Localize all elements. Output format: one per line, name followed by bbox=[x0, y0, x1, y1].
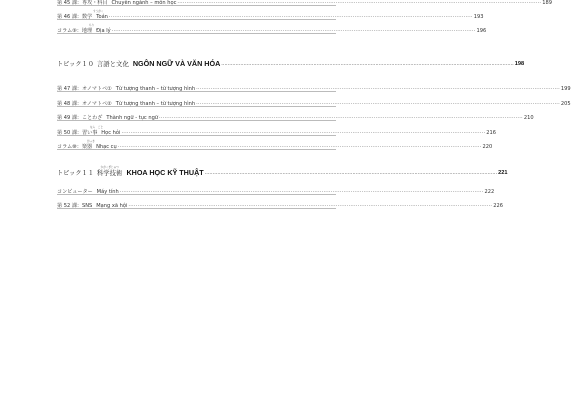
lesson-label bbox=[57, 24, 95, 34]
lesson-title: Toán bbox=[96, 14, 108, 20]
topic-label: トピック１０ bbox=[57, 61, 94, 68]
label-with-ruby: 第 46 課：数学 すうがく bbox=[57, 10, 104, 20]
dot-leader: ........................................................................................................................................................................................................ bbox=[177, 0, 542, 5]
topic-page-number: 198 bbox=[514, 61, 525, 67]
topic-heading[interactable] bbox=[57, 56, 525, 68]
dot-leader: ........................................................................................................................................................................................................ bbox=[111, 27, 476, 33]
lesson-title: Từ tượng thanh – từ tượng hình bbox=[115, 86, 196, 92]
label-with-ruby: 第 50 課：習い事 なら ごと bbox=[57, 126, 103, 136]
toc-entry[interactable] bbox=[57, 124, 497, 136]
page-number: 193 bbox=[473, 14, 484, 20]
lesson-title: Máy tính bbox=[96, 189, 119, 195]
furigana: なら ごと bbox=[90, 126, 103, 129]
lesson-label bbox=[57, 126, 103, 136]
lesson-label: 第 47 課：オノマトペ① bbox=[57, 86, 112, 92]
topic-title-jp: 科学技術 かがくぎじゅつ bbox=[96, 166, 123, 177]
row-rule bbox=[57, 135, 336, 136]
dot-leader: ........................................................................................................................................................................................................ bbox=[196, 100, 560, 106]
toc-entry[interactable] bbox=[57, 8, 484, 20]
lesson-label: 第 45 課：専攻・科目 bbox=[57, 0, 108, 6]
toc-entry[interactable] bbox=[57, 80, 571, 92]
page-number: 196 bbox=[476, 28, 487, 34]
page-number: 210 bbox=[523, 115, 534, 121]
topic-page-number: 221 bbox=[498, 170, 508, 176]
topic-title-vi: KHOA HỌC KỸ THUẬT bbox=[126, 168, 204, 177]
dot-leader: ........................................................................................................................................................................................................ bbox=[196, 85, 560, 91]
topic-title-jp: 言語と文化 bbox=[96, 60, 129, 68]
dot-leader: ........................................................................................................................................................................................................ bbox=[121, 129, 486, 135]
toc-entry[interactable] bbox=[57, 22, 487, 34]
furigana: すうがく bbox=[93, 10, 104, 13]
page-number: 189 bbox=[542, 0, 552, 6]
lesson-label bbox=[57, 140, 95, 150]
dot-leader: ........................................................................................................................................................................................................ bbox=[117, 143, 482, 149]
toc-entry[interactable] bbox=[57, 95, 571, 107]
furigana: かがくぎじゅつ bbox=[100, 166, 119, 169]
lesson-title: Nhạc cụ bbox=[96, 144, 117, 150]
lesson-title: Mạng xã hội bbox=[96, 203, 128, 209]
topic-heading[interactable] bbox=[57, 165, 508, 177]
dot-leader: ........................................................................................................................................................................................................ bbox=[128, 202, 493, 208]
toc-entry[interactable] bbox=[57, 0, 552, 6]
toc-entry[interactable] bbox=[57, 197, 503, 209]
page-number: 222 bbox=[484, 189, 495, 195]
page-number: 199 bbox=[560, 86, 571, 92]
topic-title-vi: NGÔN NGỮ VÀ VĂN HÓA bbox=[132, 59, 221, 68]
lesson-label: コンピューター bbox=[57, 189, 93, 195]
lesson-label: 第 52 課：SNS bbox=[57, 203, 93, 209]
label-with-ruby: コラム⑩：楽器 がっき bbox=[57, 140, 95, 150]
page-number: 205 bbox=[560, 101, 571, 107]
dot-leader: ........................................................................................................................................................................................................ bbox=[119, 188, 484, 194]
dot-leader: ........................................................................................................................................................................................ bbox=[204, 170, 498, 176]
furigana: がっき bbox=[87, 140, 95, 143]
topic-label: トピック１１ bbox=[57, 170, 94, 177]
label-with-ruby: コラム⑨：地理 ちり bbox=[57, 24, 95, 34]
dot-leader: ........................................................................................................................................................................................................ bbox=[159, 114, 523, 120]
lesson-title: Học hỏi bbox=[101, 130, 121, 136]
toc-entry[interactable] bbox=[57, 183, 495, 195]
toc-entry[interactable] bbox=[57, 109, 534, 121]
dot-leader: ........................................................................................................................................................................................ bbox=[221, 61, 514, 67]
toc-entry[interactable] bbox=[57, 138, 493, 150]
furigana: ちり bbox=[89, 24, 95, 27]
page-number: 226 bbox=[493, 203, 503, 209]
lesson-title: Thành ngữ - tục ngữ bbox=[106, 115, 159, 121]
lesson-label: 第 48 課：オノマトペ② bbox=[57, 101, 112, 107]
page-number: 216 bbox=[486, 130, 497, 136]
lesson-title: Địa lý bbox=[96, 28, 111, 34]
page-number: 220 bbox=[482, 144, 493, 150]
dot-leader: ........................................................................................................................................................................................................ bbox=[108, 13, 473, 19]
lesson-title: Từ tượng thanh – từ tượng hình bbox=[115, 101, 196, 107]
lesson-label: 第 49 課：ことわざ bbox=[57, 115, 103, 121]
lesson-title: Chuyên ngành – môn học bbox=[111, 0, 177, 6]
